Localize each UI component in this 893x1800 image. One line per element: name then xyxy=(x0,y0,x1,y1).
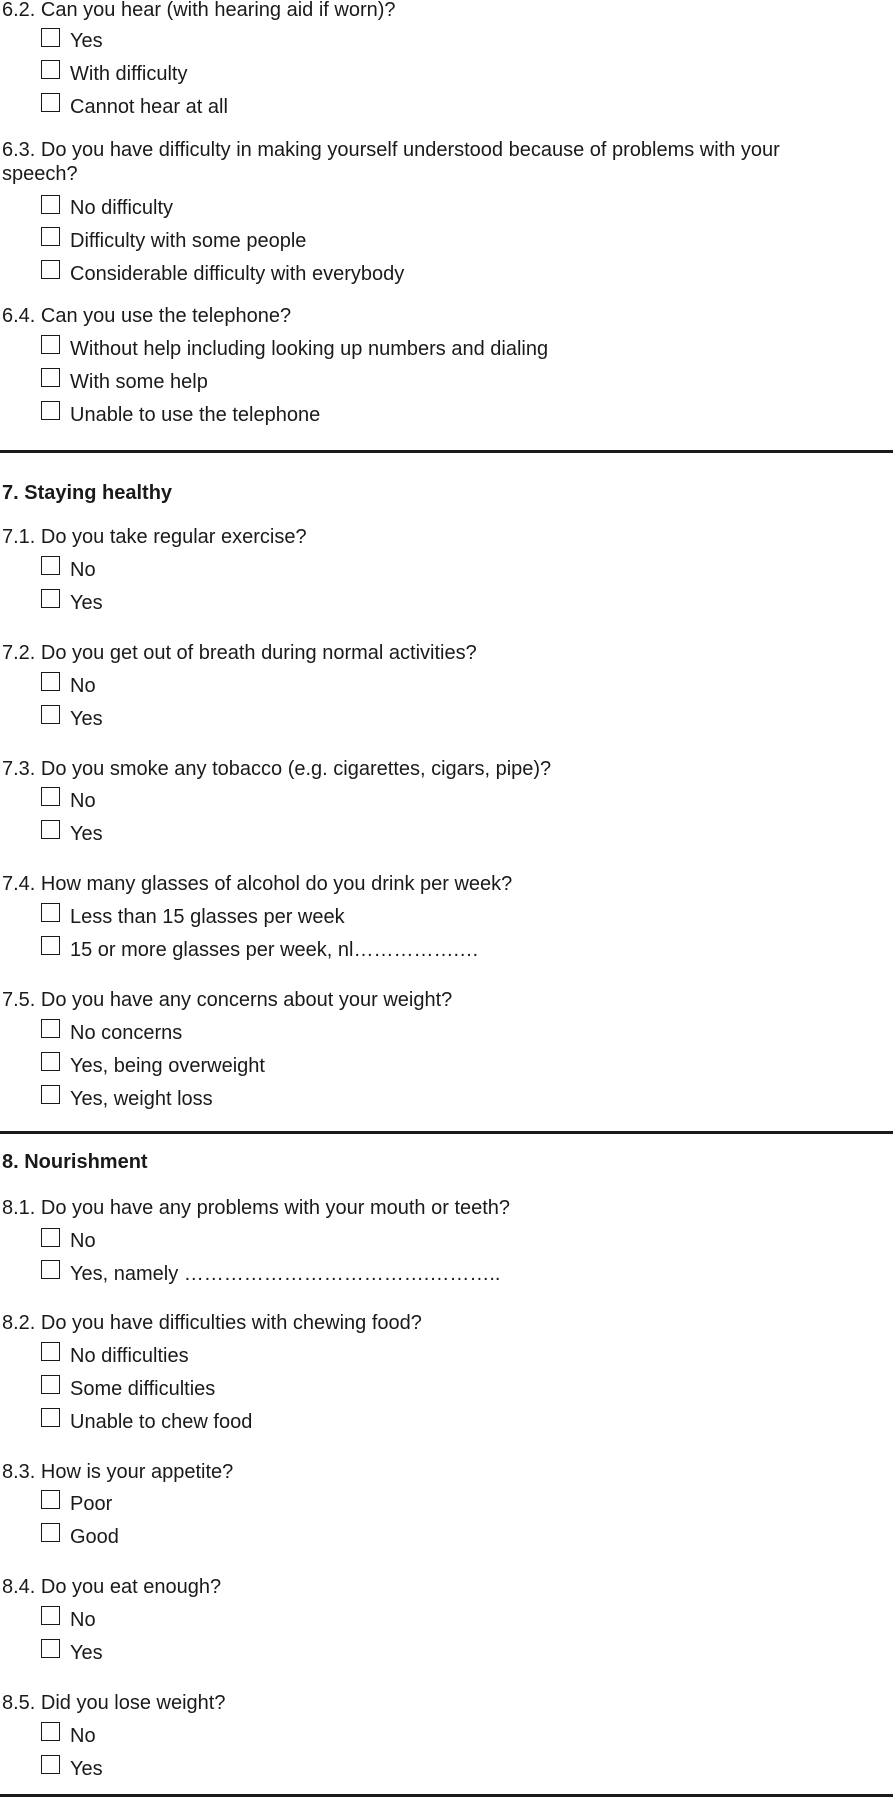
option-label: No xyxy=(70,559,96,581)
option-label: Cannot hear at all xyxy=(70,96,228,118)
checkbox-8-2-some-difficulties[interactable] xyxy=(41,1375,60,1394)
checkbox-6-2-with-difficulty[interactable] xyxy=(41,60,60,79)
option-label: Considerable difficulty with everybody xyxy=(70,263,405,285)
question-6-3-cont: speech? xyxy=(2,163,78,185)
option-label: No xyxy=(70,675,96,697)
checkbox-7-3-yes[interactable] xyxy=(41,820,60,839)
checkbox-8-2-unable[interactable] xyxy=(41,1408,60,1427)
option-label: Unable to chew food xyxy=(70,1411,253,1433)
checkbox-7-1-no[interactable] xyxy=(41,556,60,575)
checkbox-8-5-yes[interactable] xyxy=(41,1755,60,1774)
checkbox-6-3-no-difficulty[interactable] xyxy=(41,195,60,214)
checkbox-7-2-yes[interactable] xyxy=(41,705,60,724)
option-label: Yes, namely ……………………………….……….. xyxy=(70,1263,501,1285)
section-7-heading: 7. Staying healthy xyxy=(2,482,173,504)
question-7-3: 7.3. Do you smoke any tobacco (e.g. cigarettes, cigars, pipe)? xyxy=(2,758,552,780)
option-label: Unable to use the telephone xyxy=(70,404,321,426)
option-label: No xyxy=(70,1725,96,1747)
option-label: Less than 15 glasses per week xyxy=(70,906,345,928)
checkbox-8-3-poor[interactable] xyxy=(41,1490,60,1509)
question-8-1: 8.1. Do you have any problems with your mouth or teeth? xyxy=(2,1197,511,1219)
option-label: Difficulty with some people xyxy=(70,230,307,252)
option-label: Yes, weight loss xyxy=(70,1088,213,1110)
section-8-heading: 8. Nourishment xyxy=(2,1151,148,1173)
option-label: Yes xyxy=(70,823,103,845)
option-label: No xyxy=(70,790,96,812)
question-6-4: 6.4. Can you use the telephone? xyxy=(2,305,292,327)
checkbox-6-4-without-help[interactable] xyxy=(41,335,60,354)
checkbox-7-2-no[interactable] xyxy=(41,672,60,691)
option-label: Yes xyxy=(70,592,103,614)
question-7-1: 7.1. Do you take regular exercise? xyxy=(2,526,307,548)
question-6-2: 6.2. Can you hear (with hearing aid if worn)? xyxy=(2,0,396,21)
option-label: With some help xyxy=(70,371,208,393)
checkbox-7-5-weight-loss[interactable] xyxy=(41,1085,60,1104)
option-label: No xyxy=(70,1230,96,1252)
option-label: No difficulty xyxy=(70,197,174,219)
checkbox-7-1-yes[interactable] xyxy=(41,589,60,608)
option-label: Yes xyxy=(70,708,103,730)
checkbox-8-5-no[interactable] xyxy=(41,1722,60,1741)
option-label: Yes xyxy=(70,1642,103,1664)
checkbox-6-2-yes[interactable] xyxy=(41,28,60,47)
question-8-4: 8.4. Do you eat enough? xyxy=(2,1576,222,1598)
checkbox-8-4-yes[interactable] xyxy=(41,1639,60,1658)
option-label: No concerns xyxy=(70,1022,183,1044)
checkbox-8-1-yes[interactable] xyxy=(41,1260,60,1279)
section-divider xyxy=(0,1794,893,1797)
checkbox-8-4-no[interactable] xyxy=(41,1606,60,1625)
checkbox-6-3-some-people[interactable] xyxy=(41,227,60,246)
checkbox-7-3-no[interactable] xyxy=(41,787,60,806)
question-6-3: 6.3. Do you have difficulty in making yourself understood because of problems with your xyxy=(2,139,780,161)
section-divider xyxy=(0,450,893,453)
question-7-4: 7.4. How many glasses of alcohol do you drink per week? xyxy=(2,873,513,895)
option-label: 15 or more glasses per week, nl…………….… xyxy=(70,939,480,961)
checkbox-7-5-overweight[interactable] xyxy=(41,1052,60,1071)
option-label: Good xyxy=(70,1526,119,1548)
question-7-5: 7.5. Do you have any concerns about your weight? xyxy=(2,989,453,1011)
checkbox-7-4-15-or-more[interactable] xyxy=(41,936,60,955)
checkbox-6-4-unable[interactable] xyxy=(41,401,60,420)
checkbox-8-2-no-difficulties[interactable] xyxy=(41,1342,60,1361)
checkbox-6-2-cannot-hear[interactable] xyxy=(41,93,60,112)
checkbox-7-5-no-concerns[interactable] xyxy=(41,1019,60,1038)
option-label: Yes xyxy=(70,1758,103,1780)
checkbox-8-3-good[interactable] xyxy=(41,1523,60,1542)
question-8-2: 8.2. Do you have difficulties with chewing food? xyxy=(2,1312,422,1334)
section-divider xyxy=(0,1131,893,1134)
option-label: Yes xyxy=(70,30,103,52)
option-label: No difficulties xyxy=(70,1345,189,1367)
question-8-5: 8.5. Did you lose weight? xyxy=(2,1692,226,1714)
checkbox-6-4-some-help[interactable] xyxy=(41,368,60,387)
option-label: Some difficulties xyxy=(70,1378,216,1400)
option-label: Poor xyxy=(70,1493,113,1515)
checkbox-6-3-considerable[interactable] xyxy=(41,260,60,279)
option-label: No xyxy=(70,1609,96,1631)
checkbox-7-4-less-than-15[interactable] xyxy=(41,903,60,922)
option-label: Without help including looking up numbers and dialing xyxy=(70,338,549,360)
checkbox-8-1-no[interactable] xyxy=(41,1228,60,1247)
option-label: Yes, being overweight xyxy=(70,1055,265,1077)
option-label: With difficulty xyxy=(70,63,188,85)
question-7-2: 7.2. Do you get out of breath during normal activities? xyxy=(2,642,477,664)
question-8-3: 8.3. How is your appetite? xyxy=(2,1461,234,1483)
